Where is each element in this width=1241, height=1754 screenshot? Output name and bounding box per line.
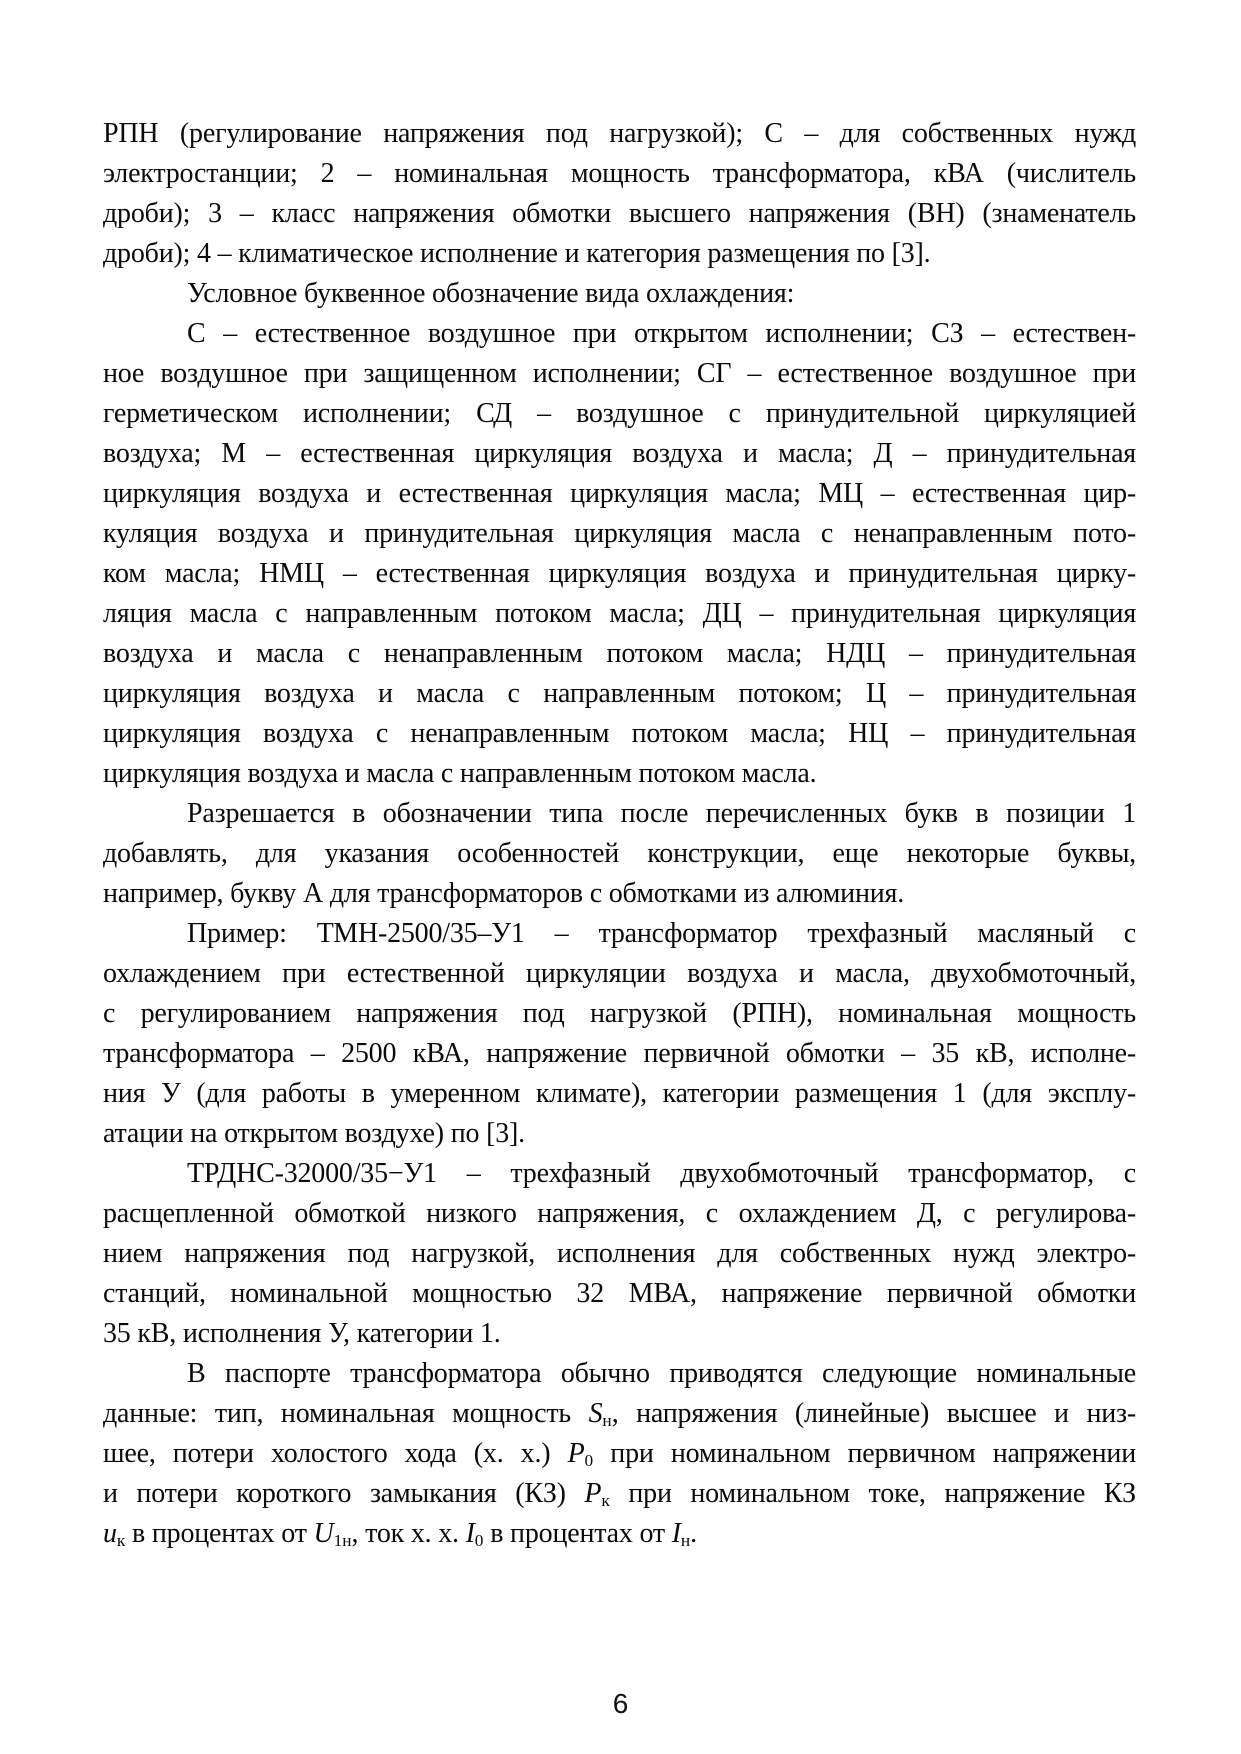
text-line (103, 1394, 1136, 1434)
text-line (103, 554, 1136, 594)
text-line (103, 794, 1136, 834)
text-segment: ное воздушное при защищенном исполнении; СГ – естественное воздушное при (103, 358, 1136, 389)
variable: I (671, 1518, 681, 1549)
text-line (103, 354, 1136, 394)
text-segment: например, букву А для трансформаторов с обмотками из алюминия. (103, 878, 905, 909)
text-line (103, 434, 1136, 474)
text-segment: В паспорте трансформатора обычно приводятся следующие номинальные (187, 1358, 1136, 1389)
text-segment: дроби); 3 – класс напряжения обмотки высшего напряжения (ВН) (знаменатель (103, 198, 1136, 229)
subscript: к (116, 1530, 126, 1550)
text-line (103, 314, 1136, 354)
text-segment: в процентах от (483, 1518, 672, 1549)
text-segment: циркуляция воздуха с ненаправленным потоком масла; НЦ – принудительная (103, 718, 1136, 749)
text-segment: циркуляция воздуха и масла с направленным потоком; Ц – принудительная (103, 678, 1136, 709)
text-line (103, 274, 1136, 314)
text-line (103, 1114, 1136, 1154)
text-line (103, 594, 1136, 634)
text-segment: станций, номинальной мощностью 32 МВА, напряжение первичной обмотки (103, 1278, 1136, 1309)
text-segment: воздуха и масла с ненаправленным потоком масла; НДЦ – принудительная (103, 638, 1136, 669)
variable: P (584, 1478, 602, 1509)
text-line (103, 394, 1136, 434)
text-segment: циркуляция воздуха и естественная циркуляция масла; МЦ – естественная цир- (103, 478, 1136, 509)
text-line (103, 1274, 1136, 1314)
text-line (103, 1194, 1136, 1234)
subscript: 0 (474, 1530, 484, 1550)
text-line (103, 634, 1136, 674)
variable: I (465, 1518, 475, 1549)
text-line (103, 1474, 1136, 1514)
text-line (103, 114, 1136, 154)
variable: u (103, 1518, 117, 1549)
text-line (103, 674, 1136, 714)
text-segment: Пример: ТМН-2500/35–У1 – трансформатор трехфазный масляный с (187, 918, 1136, 949)
text-segment: циркуляция воздуха и масла с направленным потоком масла. (103, 758, 817, 789)
text-segment: герметическом исполнении; СД – воздушное с принудительной циркуляцией (103, 398, 1136, 429)
text-line (103, 234, 1136, 274)
text-line (103, 994, 1136, 1034)
text-segment: . (690, 1518, 697, 1549)
text-line (103, 834, 1136, 874)
subscript: 1н (333, 1530, 352, 1550)
text-segment: С – естественное воздушное при открытом исполнении; СЗ – естествен- (187, 318, 1136, 349)
text-segment: ТРДНС-32000/35−У1 – трехфазный двухобмоточный трансформатор, с (187, 1158, 1136, 1189)
text-line (103, 954, 1136, 994)
text-segment: добавлять, для указания особенностей конструкции, еще некоторые буквы, (103, 838, 1136, 869)
text-line (103, 714, 1136, 754)
text-segment: данные: тип, номинальная мощность (103, 1398, 589, 1429)
text-segment: РПН (регулирование напряжения под нагрузкой); С – для собственных нужд (103, 118, 1136, 149)
text-segment: 35 кВ, исполнения У, категории 1. (103, 1318, 501, 1349)
text-line (103, 874, 1136, 914)
text-segment: электростанции; 2 – номинальная мощность трансформатора, кВА (числитель (103, 158, 1136, 189)
text-line (103, 194, 1136, 234)
subscript: н (602, 1410, 612, 1430)
variable: S (588, 1398, 603, 1429)
text-line (103, 1354, 1136, 1394)
text-segment: Разрешается в обозначении типа после перечисленных букв в позиции 1 (187, 798, 1136, 829)
text-line (103, 1154, 1136, 1194)
text-segment: с регулированием напряжения под нагрузкой (РПН), номинальная мощность (103, 998, 1136, 1029)
text-line (103, 1434, 1136, 1474)
text-line (103, 1234, 1136, 1274)
text-line (103, 1514, 1136, 1554)
text-segment: в процентах от (125, 1518, 314, 1549)
text-segment: ком масла; НМЦ – естественная циркуляция воздуха и принудительная цирку- (103, 558, 1136, 589)
text-segment: трансформатора – 2500 кВА, напряжение первичной обмотки – 35 кВ, исполне- (103, 1038, 1136, 1069)
page-number: 6 (612, 1688, 629, 1719)
variable: P (567, 1438, 585, 1469)
text-segment: ляция масла с направленным потоком масла; ДЦ – принудительная циркуляция (103, 598, 1136, 629)
text-line (103, 154, 1136, 194)
text-segment: воздуха; М – естественная циркуляция воздуха и масла; Д – принудительная (103, 438, 1136, 469)
text-segment: шее, потери холостого хода (х. х.) (103, 1438, 568, 1469)
text-line (103, 914, 1136, 954)
text-segment: Условное буквенное обозначение вида охлаждения: (187, 278, 795, 309)
subscript: к (601, 1490, 610, 1510)
text-segment: нием напряжения под нагрузкой, исполнения для собственных нужд электро- (103, 1238, 1136, 1269)
text-line (103, 1034, 1136, 1074)
text-block (103, 114, 1136, 1554)
page-footer (0, 1688, 1241, 1720)
text-line (103, 1074, 1136, 1114)
subscript: 0 (584, 1450, 594, 1470)
text-segment: и потери короткого замыкания (КЗ) (103, 1478, 585, 1509)
subscript: н (680, 1530, 691, 1550)
text-segment: атации на открытом воздухе) по [3]. (103, 1118, 525, 1149)
text-segment: расщепленной обмоткой низкого напряжения, с охлаждением Д, с регулирова- (103, 1198, 1136, 1229)
text-segment: ния У (для работы в умеренном климате), категории размещения 1 (для эксплу- (103, 1078, 1136, 1109)
text-segment: при номинальном токе, напряжение КЗ (609, 1478, 1136, 1509)
text-segment: , напряжения (линейные) высшее и низ- (611, 1398, 1136, 1429)
text-line (103, 474, 1136, 514)
text-segment: куляция воздуха и принудительная циркуляция масла с ненаправленным пото- (103, 518, 1136, 549)
variable: U (313, 1518, 334, 1549)
text-segment: при номинальном первичном напряжении (593, 1438, 1136, 1469)
text-segment: , ток х. х. (351, 1518, 466, 1549)
text-segment: охлаждением при естественной циркуляции воздуха и масла, двухобмоточный, (103, 958, 1136, 989)
text-line (103, 514, 1136, 554)
text-segment: дроби); 4 – климатическое исполнение и категория размещения по [3]. (103, 238, 931, 269)
text-line (103, 754, 1136, 794)
text-line (103, 1314, 1136, 1354)
